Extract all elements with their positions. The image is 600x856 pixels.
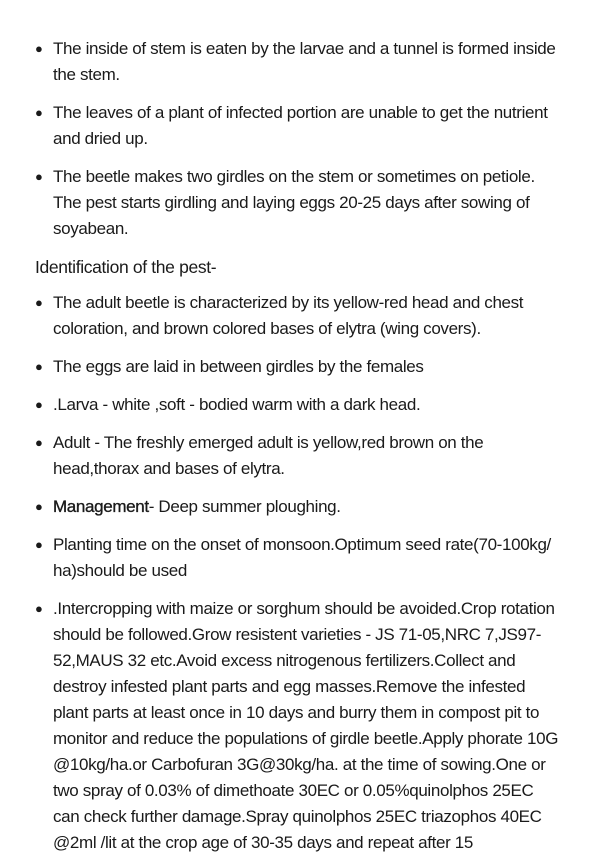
list-item-text: The beetle makes two girdles on the stem or sometimes on petiole. The pest starts girdling and laying eggs 20-25 days after sowing of soyabean. [53, 167, 535, 238]
bullet-icon: ● [35, 105, 43, 120]
list-item-text: The eggs are laid in between girdles by the females [53, 357, 424, 376]
list-item [35, 392, 560, 418]
list-item [35, 100, 560, 152]
bullet-icon: ● [35, 435, 43, 450]
list-item [35, 430, 560, 482]
bullet-icon: ● [35, 359, 43, 374]
list-item [35, 596, 560, 856]
bullet-icon: ● [35, 537, 43, 552]
list-item-text: The inside of stem is eaten by the larvae and a tunnel is formed inside the stem. [53, 39, 556, 84]
bullet-icon: ● [35, 499, 43, 514]
list-item-text: The leaves of a plant of infected portion are unable to get the nutrient and dried up. [53, 103, 548, 148]
list-item-text: Adult - The freshly emerged adult is yellow,red brown on the head,thorax and bases of elytra. [53, 433, 484, 478]
list-item-text: .Larva - white ,soft - bodied warm with a dark head. [53, 395, 421, 414]
management-label: Management [53, 497, 149, 516]
bullet-icon: ● [35, 397, 43, 412]
bullet-icon: ● [35, 41, 43, 56]
section-heading: Identification of the pest- [35, 257, 217, 277]
management-text: - Deep summer ploughing. [148, 497, 341, 516]
management-item [35, 494, 560, 520]
bullet-icon: ● [35, 601, 43, 616]
list-item [35, 36, 560, 88]
list-item [35, 354, 560, 380]
bullet-icon: ● [35, 169, 43, 184]
list-item-text: Planting time on the onset of monsoon.Optimum seed rate(70-100kg/ ha)should be used [53, 535, 551, 580]
symptoms-list [35, 36, 560, 242]
identification-list [35, 290, 560, 856]
bullet-icon: ● [35, 295, 43, 310]
list-item-text: .Intercropping with maize or sorghum should be avoided.Crop rotation should be followed.Grow resistent varieties - JS 71-05,NRC 7,JS97-52,MAUS 32 etc.Avoid excess nitrogenous fertilizers.Collect and destroy infested plant parts and egg masses.Remove the infested plant parts at least once in 10 days and burry them in compost pit to monitor and reduce the populations of girdle beetle.Apply phorate 10G @10kg/ha.or Carbofuran 3G@30kg/ha. at the time of sowing.One or two spray of 0.03% of dimethoate 30EC or 0.05%quinolphos 25EC can check further damage.Spray quinolphos 25EC triazophos 40EC @2ml /lit at the crop age of 30-35 days and repeat after 15 [53, 599, 559, 852]
list-item [35, 532, 560, 584]
list-item [35, 164, 560, 242]
list-item-text: The adult beetle is characterized by its yellow-red head and chest coloration, and brown colored bases of elytra (wing covers). [53, 293, 524, 338]
list-item [35, 290, 560, 342]
